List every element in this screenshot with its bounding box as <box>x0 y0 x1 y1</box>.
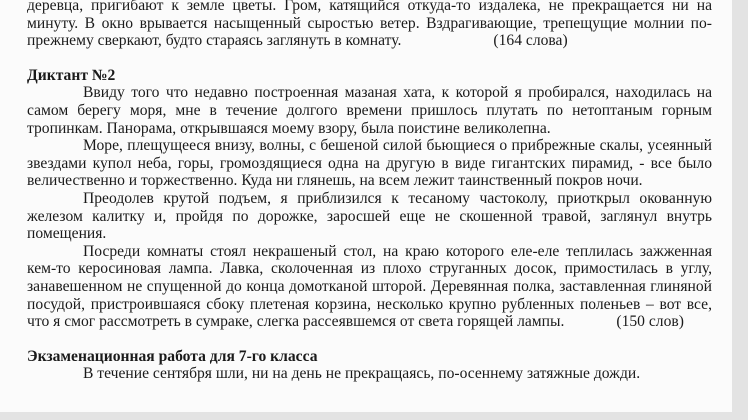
intro-text: деревца, пригибают к земле цветы. Гром, катящийся откуда-то издалека, не прекращается ни на минуту. В окно врывается насыщенный сыростью ветер. Вздрагивающие, трепещущие молнии по-прежнему сверкают, будто стараясь заглянуть в комнату. <box>27 0 712 50</box>
page-margin-right <box>732 0 748 420</box>
exam-first-line: В течение сентября шли, ни на день не прекращаясь, по-осеннему затяжные дожди. <box>83 365 641 383</box>
dictation-2-paragraph-4-text: Посреди комнаты стоял некрашеный стол, на краю которого еле-еле теплилась зажженная кем-то керосиновая лампа. Лавка, сколоченная из плохо струганных досок, примостилась в углу, занавешенном не спущенной до конца домотканой шторой. Деревянная полка, заставленная глиняной посудой, пристроившаяся сбоку плетеная корзина, несколько крупно рубленных поленьев – вот все, что я смог рассмотреть в сумраке, слегка рассеявшемся от света горящей лампы. <box>27 242 712 331</box>
dictation-2-title: Диктант №2 <box>27 66 116 84</box>
page-margin-bottom <box>0 412 748 420</box>
dictation-2-paragraph-1: Ввиду того что недавно построенная мазаная хата, к которой я пробирался, находилась на самом берегу моря, мне в течение долгого времени пришлось плутать по нетоптаным горным тропинкам. Панорама, открывшаяся моему взору, была поистине великолепна. <box>27 84 712 137</box>
intro-paragraph <box>27 0 712 50</box>
intro-word-count: (164 слова) <box>493 32 568 50</box>
dictation-2-paragraph-2: Море, плещущееся внизу, волны, с бешеной силой бьющиеся о прибрежные скалы, усеянный звездами купол неба, горы, громоздящиеся одна на другую в виде гигантских пирамид, - все было величественно и торжественно. Куда ни глянешь, на всем лежит таинственный покров ночи. <box>27 137 712 190</box>
dictation-2-paragraph-3: Преодолев крутой подъем, я приблизился к тесаному частоколу, приоткрыл окованную железом калитку и, пройдя по дорожке, заросшей еще не скошенной травой, заглянул внутрь помещения. <box>27 189 712 243</box>
exam-title: Экзаменационная работа для 7-го класса <box>27 347 318 365</box>
dictation-2-word-count: (150 слов) <box>616 313 684 331</box>
document-content <box>27 0 712 383</box>
dictation-2-paragraph-4 <box>27 243 712 331</box>
